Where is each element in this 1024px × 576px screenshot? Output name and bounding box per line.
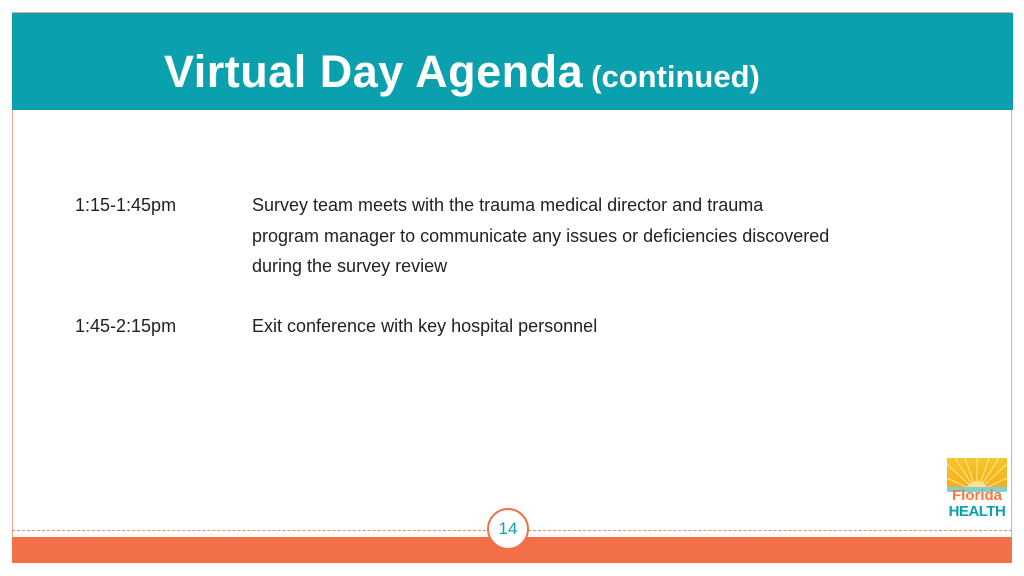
title-sub: (continued): [591, 59, 760, 94]
agenda-description: [252, 311, 952, 342]
agenda-description-line: Exit conference with key hospital personnel: [252, 316, 598, 336]
logo-word-florida: Florida: [951, 487, 1002, 504]
agenda-time: 1:45-2:15pm: [75, 316, 177, 336]
page-number: 14: [498, 519, 518, 538]
title-main: Virtual Day Agenda: [164, 46, 584, 97]
agenda-time: 1:15-1:45pm: [75, 195, 177, 215]
agenda-description-line: program manager to communicate any issues or deficiencies discovered: [252, 225, 830, 246]
logo-word-health: HEALTH: [948, 503, 1006, 520]
agenda-description-line: during the survey review: [252, 256, 448, 276]
agenda-description-line: Survey team meets with the trauma medical director and trauma: [252, 195, 764, 215]
agenda-description: [252, 190, 952, 282]
florida-health-logo: [947, 458, 1007, 526]
slide-title: [164, 46, 760, 98]
page-number-badge: [487, 508, 529, 550]
title-bar: [12, 13, 1013, 110]
